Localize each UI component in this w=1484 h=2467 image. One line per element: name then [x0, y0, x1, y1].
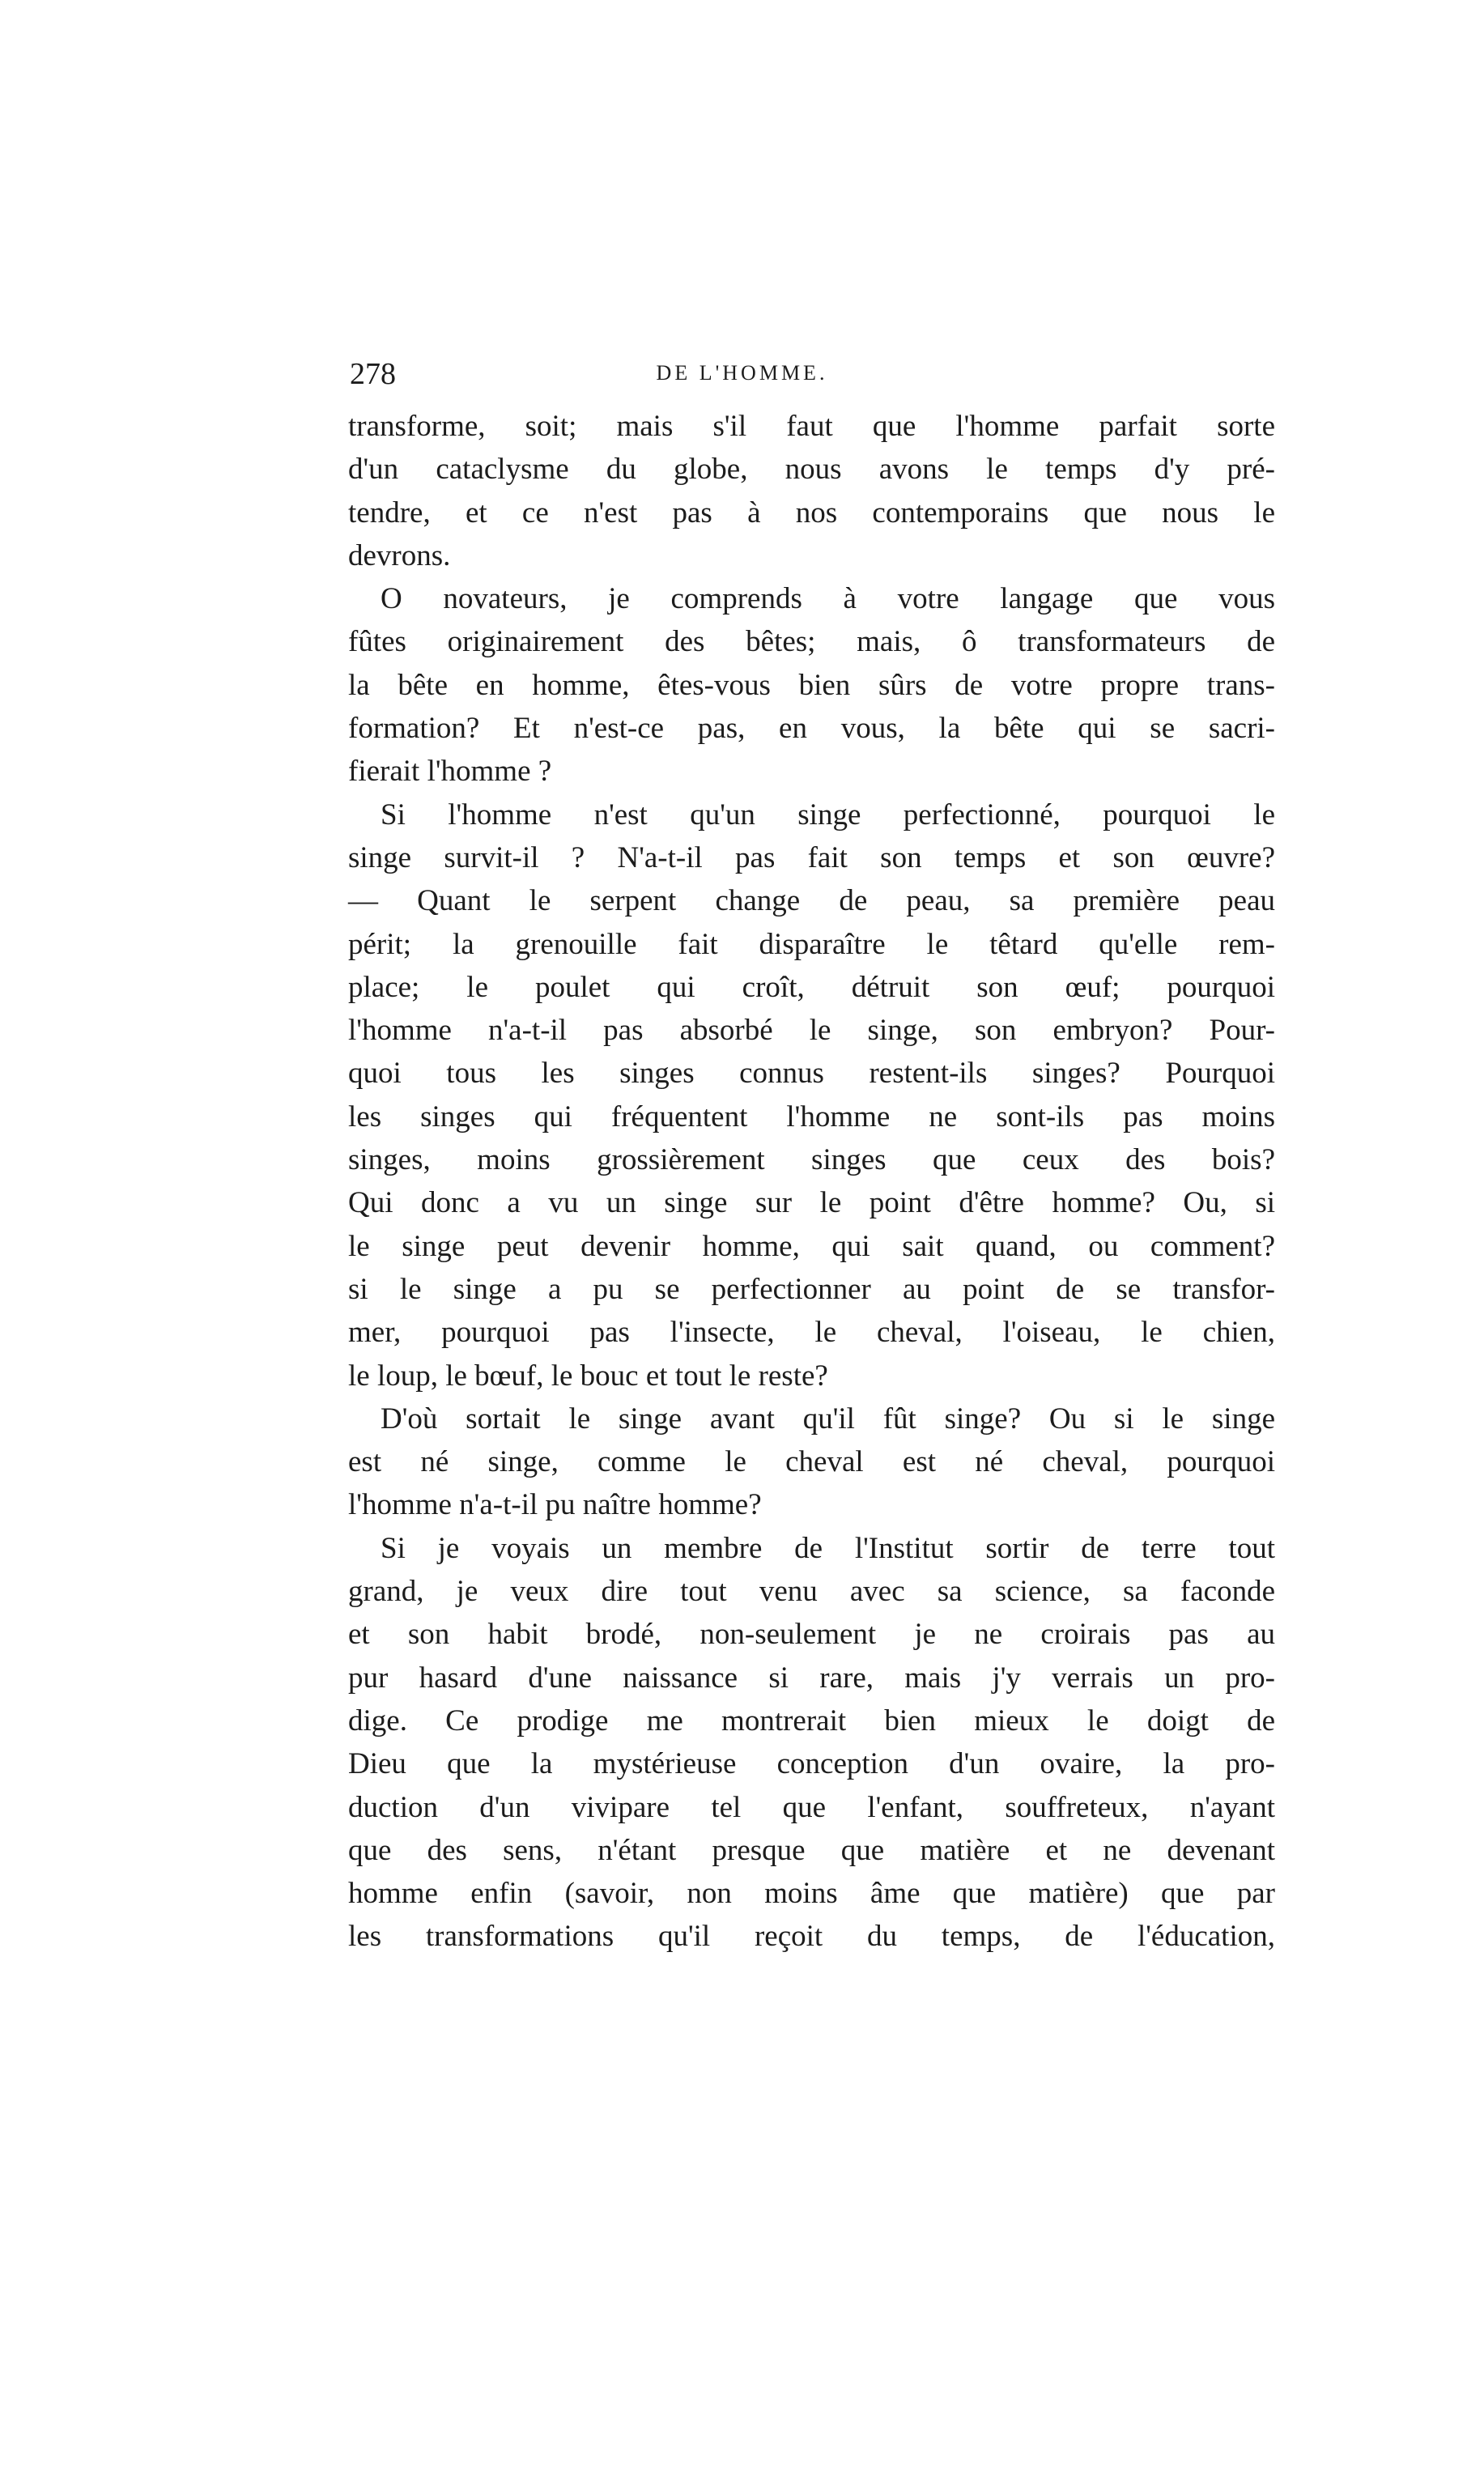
body-text — [348, 405, 1275, 1959]
text-line: O novateurs, je comprends à votre langage que vous — [381, 582, 1275, 616]
text-line: D'où sortait le singe avant qu'il fût singe? Ou si le singe — [381, 1402, 1275, 1436]
running-head: DE L'HOMME. — [656, 361, 828, 385]
text-line: le loup, le bœuf, le bouc et tout le reste? — [348, 1359, 828, 1393]
text-line: que des sens, n'étant presque que matière et ne devenant — [348, 1833, 1275, 1867]
text-line: dige. Ce prodige me montrerait bien mieux le doigt de — [348, 1704, 1275, 1738]
text-line: transforme, soit; mais s'il faut que l'homme parfait sorte — [348, 410, 1275, 443]
text-line: Si l'homme n'est qu'un singe perfectionné, pourquoi le — [381, 798, 1275, 832]
text-line: mer, pourquoi pas l'insecte, le cheval, l'oiseau, le chien, — [348, 1316, 1275, 1350]
text-line: homme enfin (savoir, non moins âme que matière) que par — [348, 1877, 1275, 1911]
text-line: formation? Et n'est-ce pas, en vous, la bête qui se sacri- — [348, 712, 1275, 746]
text-line: si le singe a pu se perfectionner au point de se transfor- — [348, 1272, 1275, 1306]
text-line: quoi tous les singes connus restent-ils singes? Pourquoi — [348, 1057, 1275, 1091]
text-line: fûtes originairement des bêtes; mais, ô transformateurs de — [348, 625, 1275, 659]
text-line: Dieu que la mystérieuse conception d'un ovaire, la pro- — [348, 1747, 1275, 1781]
text-line: grand, je veux dire tout venu avec sa science, sa faconde — [348, 1575, 1275, 1609]
text-line: l'homme n'a-t-il pu naître homme? — [348, 1488, 762, 1522]
text-line: singe survit-il ? N'a-t-il pas fait son temps et son œuvre? — [348, 840, 1275, 874]
text-line: Qui donc a vu un singe sur le point d'être homme? Ou, si — [348, 1186, 1275, 1220]
text-line: pur hasard d'une naissance si rare, mais j'y verrais un pro- — [348, 1661, 1275, 1695]
text-line: les transformations qu'il reçoit du temps, de l'éducation, — [348, 1920, 1275, 1954]
text-line: place; le poulet qui croît, détruit son œuf; pourquoi — [348, 970, 1275, 1004]
text-line: la bête en homme, êtes-vous bien sûrs de votre propre trans- — [348, 668, 1275, 702]
text-line: Si je voyais un membre de l'Institut sortir de terre tout — [381, 1531, 1275, 1565]
text-line: tendre, et ce n'est pas à nos contemporains que nous le — [348, 496, 1275, 530]
text-line: l'homme n'a-t-il pas absorbé le singe, son embryon? Pour- — [348, 1014, 1275, 1048]
page-number: 278 — [350, 357, 396, 391]
text-line: devrons. — [348, 538, 451, 572]
text-line: singes, moins grossièrement singes que ceux des bois? — [348, 1143, 1275, 1177]
text-line: duction d'un vivipare tel que l'enfant, souffreteux, n'ayant — [348, 1790, 1275, 1824]
text-line: périt; la grenouille fait disparaître le têtard qu'elle rem- — [348, 927, 1275, 961]
text-line: fierait l'homme ? — [348, 755, 552, 789]
text-line: le singe peut devenir homme, qui sait quand, ou comment? — [348, 1229, 1275, 1263]
text-line: d'un cataclysme du globe, nous avons le temps d'y pré- — [348, 453, 1275, 487]
text-line: — Quant le serpent change de peau, sa première peau — [348, 884, 1275, 918]
text-line: est né singe, comme le cheval est né cheval, pourquoi — [348, 1445, 1275, 1479]
text-line: et son habit brodé, non-seulement je ne croirais pas au — [348, 1618, 1275, 1652]
text-line: les singes qui fréquentent l'homme ne sont-ils pas moins — [348, 1100, 1275, 1134]
